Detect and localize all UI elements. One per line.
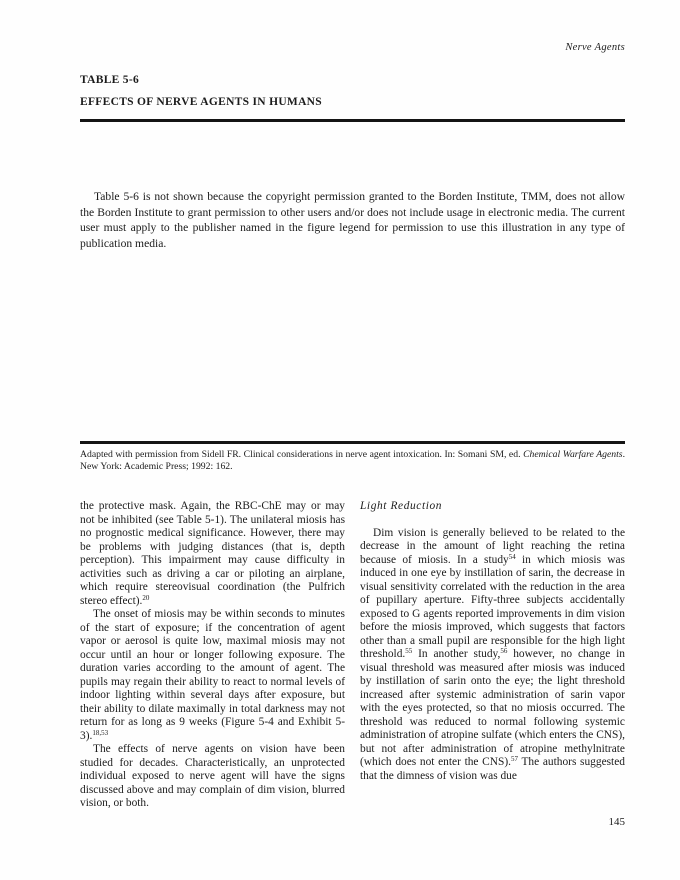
left-column	[80, 500, 345, 811]
reference-superscript: 55	[405, 647, 413, 655]
paragraph-text: The onset of miosis may be within seconds to minutes of the start of exposure; if the concentration of agent vapor or aerosol is quite low, maximal miosis may not occur until an hour or longer following exposure. The duration varies according to the amount of agent. The pupils may regain their ability to react to normal levels of indoor lighting within several days after exposure, but their ability to dilate maximally in total darkness may not return for as long as 9 weeks (Figure 5-4 and Exhibit 5-3).	[80, 608, 345, 742]
reference-superscript: 57	[510, 755, 518, 763]
right-column	[360, 500, 625, 811]
body-paragraph	[80, 500, 345, 608]
body-text	[80, 500, 625, 811]
horizontal-rule-footnote	[80, 441, 625, 444]
reference-superscript: 20	[142, 593, 150, 602]
page-number: 145	[608, 816, 625, 828]
body-paragraph	[80, 608, 345, 743]
reference-superscript: 54	[508, 552, 516, 561]
horizontal-rule-top	[80, 119, 625, 122]
footnote-citation-start: Adapted with permission from Sidell FR. Clinical considerations in nerve agent intoxication. In: Somani SM, ed.	[80, 449, 524, 460]
table-label: TABLE 5-6	[80, 74, 140, 86]
section-heading: Light Reduction	[360, 500, 443, 512]
table-title: EFFECTS OF NERVE AGENTS IN HUMANS	[80, 96, 322, 108]
paragraph-text: The effects of nerve agents on vision have been studied for decades. Characteristically, an unprotected individual exposed to nerve agent will have the signs discussed above and may complain of dim vision, blurred vision, or both.	[80, 743, 345, 809]
body-paragraph	[360, 527, 625, 784]
paragraph-text: The authors suggested that the dimness of vision was due	[360, 756, 625, 782]
paragraph-text: in which miosis was induced in one eye by instillation of sarin, the decrease in visual sensitivity correlated with the reduction in the area of pupillary aperture. Fifty-three subjects accidentally exposed to G agents reported improvements in dim vision before the miosis improved, which suggests that factors other than a small pupil are responsible for the high light threshold.	[360, 553, 625, 660]
paragraph-text: the protective mask. Again, the RBC-ChE may or may not be inhibited (see Table 5-1). The unilateral miosis has no prognostic medical significance. However, there may be problems with judging distances (that is, depth perception). This impairment may cause difficulty in activities such as driving a car or piloting an airplane, which require stereovisual coordination (the Pulfrich stereo effect).	[80, 500, 345, 607]
paragraph-text: Dim vision is generally believed to be related to the decrease in the amount of light reaching the retina because of miosis. In a study	[360, 526, 625, 566]
table-footnote-text	[80, 449, 625, 473]
body-paragraph	[80, 743, 345, 811]
copyright-notice	[80, 189, 625, 252]
copyright-notice-text: Table 5-6 is not shown because the copyright permission granted to the Borden Institute, TMM, does not allow the Borden Institute to grant permission to other users and/or does not include usage in electronic media. The current user must apply to the publisher named in the figure legend for permission to use this illustration in any type of publication media.	[80, 190, 625, 251]
paragraph-text: In another study,	[412, 648, 501, 660]
table-footnote	[80, 449, 625, 473]
paragraph-text: however, no change in visual threshold was measured after miosis was induced by instillation of sarin onto the eye; the light threshold increased after systemic administration of sarin vapor with the eyes protected, so that no miosis occurred. The threshold was reduced to normal following systemic administration of atropine sulfate (which enters the CNS), but not after administration of atropine methylnitrate (which does not enter the CNS).	[360, 648, 625, 768]
reference-superscript: 18,53	[92, 728, 109, 737]
footnote-citation-end: . New York: Academic Press; 1992: 162.	[80, 449, 625, 472]
running-head: Nerve Agents	[565, 42, 625, 53]
reference-superscript: 56	[500, 647, 508, 655]
footnote-book-title: Chemical Warfare Agents	[523, 449, 623, 460]
